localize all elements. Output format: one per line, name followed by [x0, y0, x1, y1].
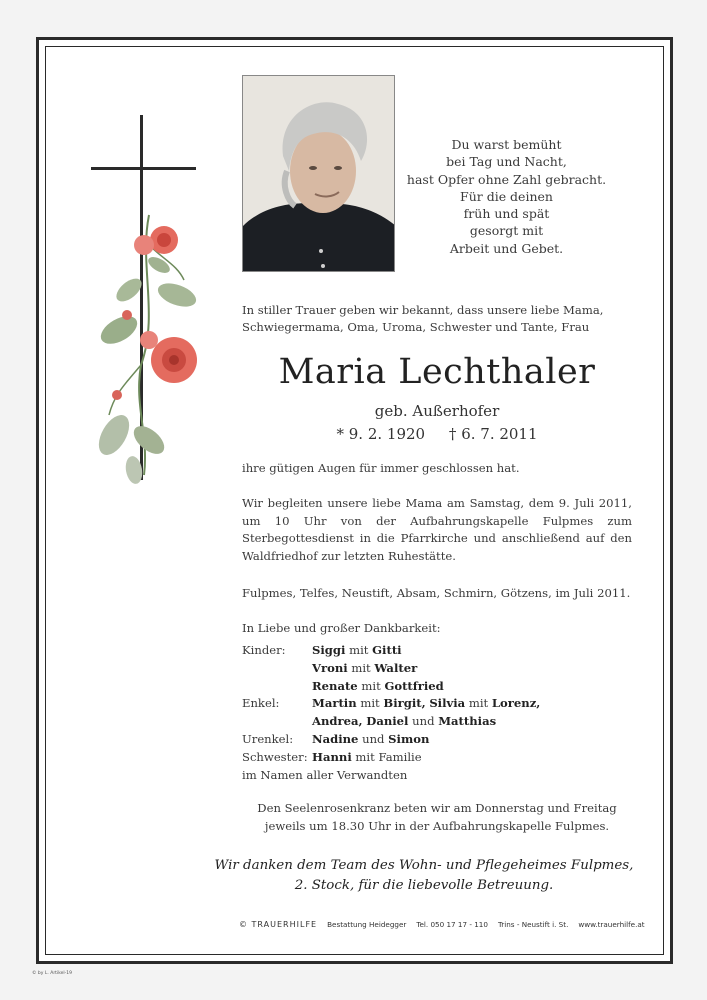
- great-grandchildren-row: Nadine und Simon: [312, 732, 430, 746]
- grandchildren-row: Andrea, Daniel und Matthias: [312, 714, 497, 728]
- thanks-line: 2. Stock, für die liebevolle Betreuung.: [294, 877, 554, 893]
- company-name: Bestattung Heidegger: [327, 920, 407, 929]
- phone: Tel. 050 17 17 - 110: [416, 920, 488, 929]
- poem-line: gesorgt mit: [469, 223, 544, 239]
- portrait-photo: [242, 75, 395, 272]
- poem-line: hast Opfer ohne Zahl gebracht.: [406, 171, 607, 187]
- deceased-name: Maria Lechthaler: [278, 352, 596, 392]
- places-text: Fulpmes, Telfes, Neustift, Absam, Schmirn, Götzens, im Juli 2011.: [242, 586, 631, 600]
- cross-with-roses-illustration: [89, 115, 224, 490]
- all-relatives-text: im Namen aller Verwandten: [242, 768, 408, 782]
- death-date: † 6. 7. 2011: [448, 425, 538, 443]
- birth-name: geb. Außerhofer: [374, 402, 500, 420]
- gratitude-text: In Liebe und großer Dankbarkeit:: [242, 621, 441, 635]
- poem-line: früh und spät: [463, 206, 550, 222]
- imprint: © by L. Artikel-19: [32, 971, 73, 976]
- poem-line: bei Tag und Nacht,: [446, 154, 567, 170]
- rosary-text: [242, 800, 632, 835]
- poem-line: Arbeit und Gebet.: [449, 240, 564, 256]
- children-row: Vroni mit Walter: [312, 661, 418, 675]
- poem: [394, 136, 619, 257]
- birth-date: * 9. 2. 1920: [336, 425, 426, 443]
- poem-line: Für die deinen: [460, 188, 553, 204]
- cross-horizontal-beam: [91, 167, 196, 170]
- notice-frame: [36, 37, 673, 964]
- rosary-line: jeweils um 18.30 Uhr in der Aufbahrungskapelle Fulpmes.: [264, 818, 610, 833]
- footer: [239, 920, 659, 929]
- closed-eyes-text: ihre gütigen Augen für immer geschlossen hat.: [242, 461, 520, 475]
- funeral-text: Wir begleiten unsere liebe Mama am Samstag, dem 9. Juli 2011, um 10 Uhr von der Aufbahrungskapelle Fulpmes zum Sterbegottesdienst in die Pfarrkirche und anschließend auf den Waldfriedhof zur letzten Ruhestätte.: [242, 496, 632, 563]
- rosary-line: Den Seelenrosenkranz beten wir am Donnerstag und Freitag: [257, 801, 617, 815]
- location: Trins - Neustift i. St.: [497, 920, 569, 929]
- trauerhilfe-logo: © TRAUERHILFE: [239, 920, 318, 929]
- grandchildren-row: Martin mit Birgit, Silvia mit Lorenz,: [312, 696, 541, 710]
- children-label: Kinder:: [242, 643, 286, 657]
- grandchildren-label: Enkel:: [242, 696, 280, 710]
- sister-row: Hanni mit Familie: [312, 750, 422, 764]
- website-link[interactable]: www.trauerhilfe.at: [578, 920, 645, 929]
- life-dates: [242, 425, 632, 443]
- great-grandchildren-label: Urenkel:: [242, 732, 294, 746]
- children-row: Renate mit Gottfried: [312, 679, 444, 693]
- poem-line: Du warst bemüht: [451, 137, 562, 152]
- sister-label: Schwester:: [242, 750, 308, 764]
- intro-text: In stiller Trauer geben wir bekannt, dass unsere liebe Mama, Schwiegermama, Oma, Uroma, Schwester und Tante, Frau: [242, 303, 604, 334]
- thanks-line: Wir danken dem Team des Wohn- und Pflegeheimes Fulpmes,: [214, 858, 634, 873]
- thanks-text: [209, 856, 639, 895]
- children-row: Siggi mit Gitti: [312, 643, 402, 657]
